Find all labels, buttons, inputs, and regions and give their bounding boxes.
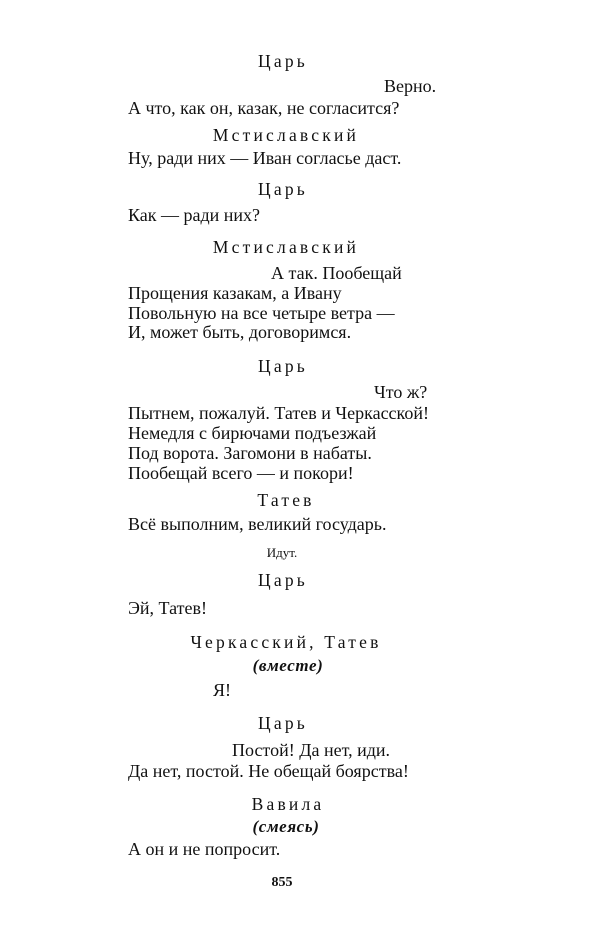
verse-line: Под ворота. Загомони в набаты. [128,443,372,463]
verse-line: Всё выполним, великий государь. [128,514,387,534]
speaker-name: Царь [258,179,308,199]
verse-line: Пытнем, пожалуй. Татев и Черкасской! [128,403,429,423]
verse-line: Постой! Да нет, иди. [232,740,391,760]
stage-direction: (смеясь) [252,817,320,836]
verse-line: Пообещай всего — и покори! [128,463,354,483]
speaker-name: Черкасский, Татев [190,632,382,652]
speaker-name: Царь [258,356,308,376]
page-number: 855 [271,875,293,890]
stage-direction: (вместе) [252,656,324,675]
speaker-name: Вавила [251,794,325,814]
verse-line: Ну, ради них — Иван согласье даст. [128,148,402,168]
verse-line: Что ж? [374,382,428,402]
speaker-name: Мстиславский [212,237,360,257]
verse-line: Я! [213,680,231,700]
verse-line: Да нет, постой. Не обещай боярства! [128,761,409,781]
speaker-name: Татев [257,490,315,510]
verse-line: Повольную на все четыре ветра — [128,303,395,323]
verse-line: А что, как он, казак, не согласится? [128,98,400,118]
speaker-name: Царь [258,713,308,733]
verse-line: А так. Пообещай [271,263,402,283]
verse-line: Верно. [384,76,437,96]
verse-line: Эй, Татев! [128,598,207,618]
stage-direction: Идут. [266,545,298,560]
verse-line: А он и не попросит. [128,839,281,859]
speaker-name: Мстиславский [212,125,360,145]
speaker-name: Царь [258,51,308,71]
verse-line: Прощения казакам, а Ивану [128,283,342,303]
speaker-name: Царь [258,570,308,590]
verse-line: Как — ради них? [128,205,261,225]
verse-line: Немедля с бирючами подъезжай [128,423,377,443]
verse-line: И, может быть, договоримся. [128,322,352,342]
